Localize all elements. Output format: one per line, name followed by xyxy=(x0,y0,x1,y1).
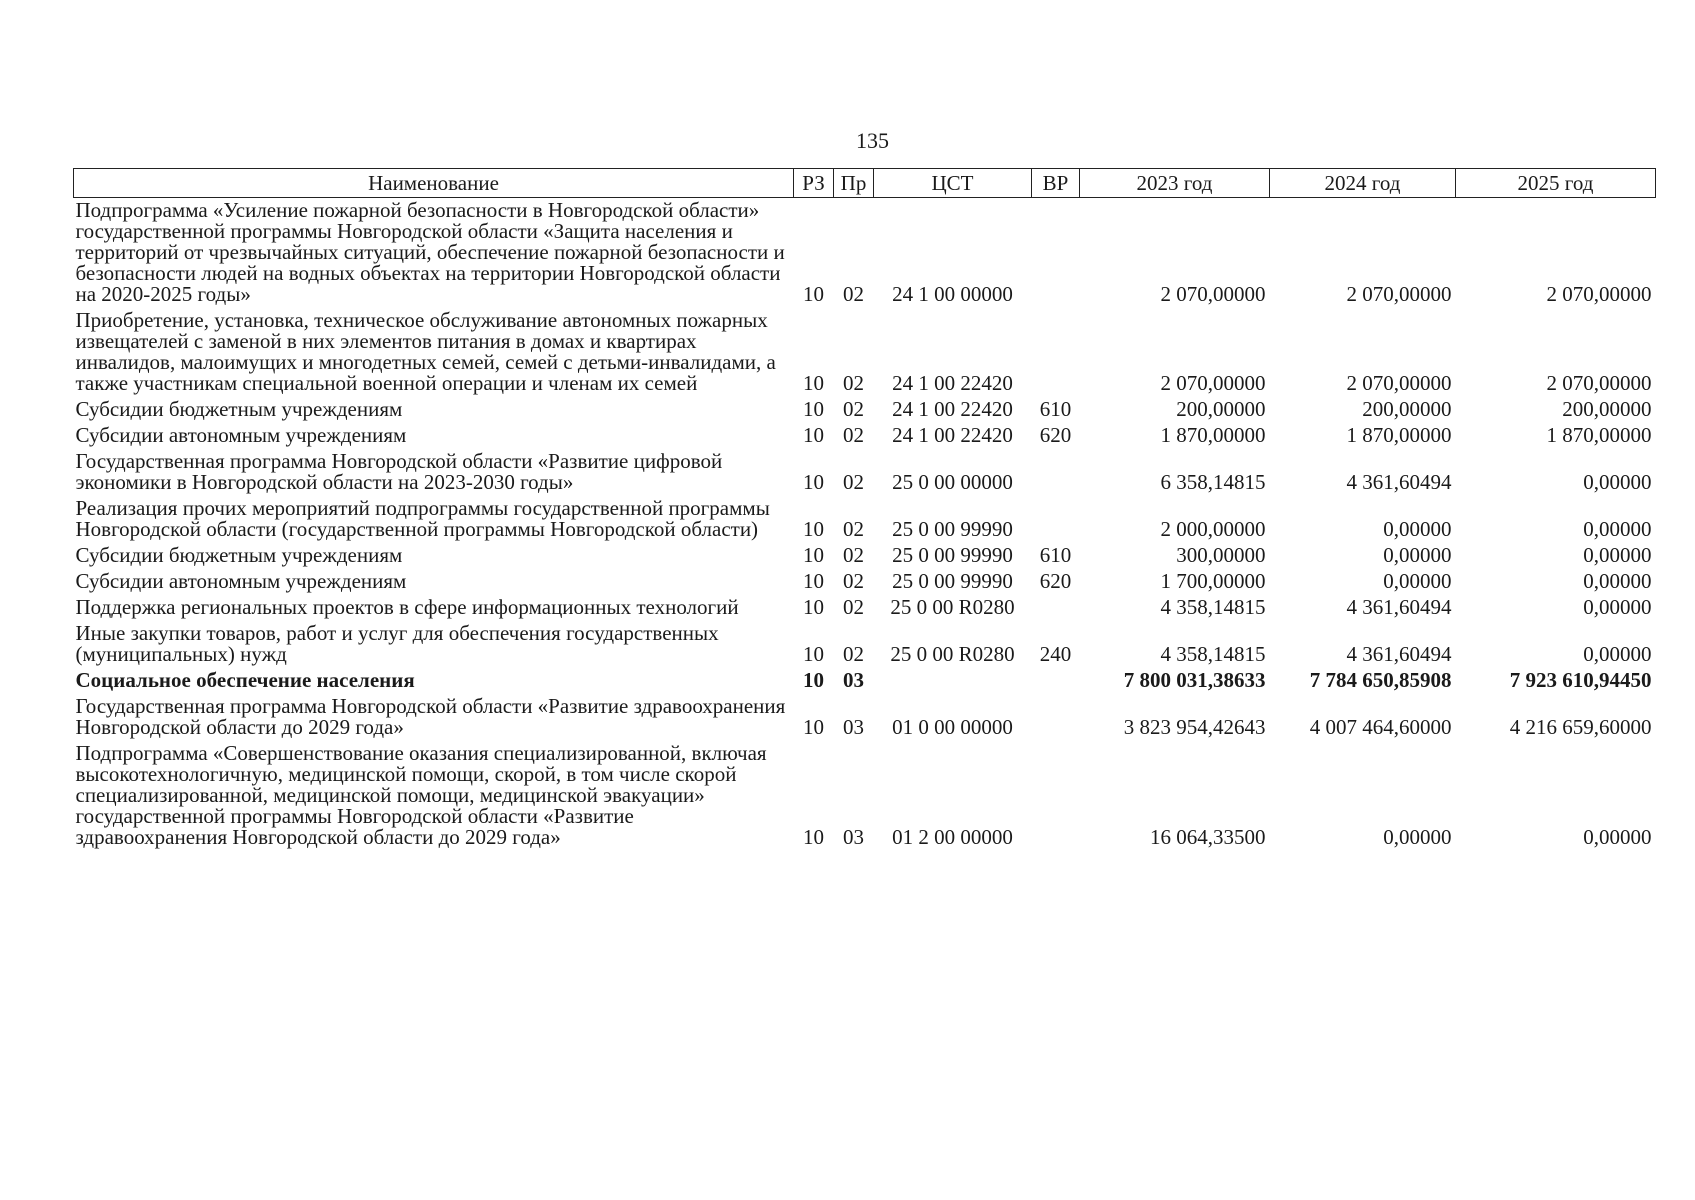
cell-cst: 25 0 00 99990 xyxy=(892,569,1013,593)
cell-2023: 2 000,00000 xyxy=(1160,517,1266,541)
cell-2024: 2 070,00000 xyxy=(1346,282,1452,306)
cell-pr: 02 xyxy=(843,517,864,541)
header-2025: 2025 год xyxy=(1456,169,1656,198)
table-row xyxy=(74,496,1656,543)
table-row xyxy=(74,595,1656,621)
cell-2023: 6 358,14815 xyxy=(1160,470,1266,494)
cell-2024: 0,00000 xyxy=(1383,543,1452,567)
cell-2024: 4 361,60494 xyxy=(1346,642,1452,666)
cell-2025: 0,00000 xyxy=(1583,642,1652,666)
cell-rz: 10 xyxy=(803,371,824,395)
cell-name: Государственная программа Новгородской области «Развитие цифровой экономики в Новгородской области на 2023-2030 годы» xyxy=(75,449,723,494)
cell-name: Подпрограмма «Усиление пожарной безопасности в Новгородской области» государственной программы Новгородской области «Защита населения и территорий от чрезвычайных ситуаций, обеспечение пожарной безопасности и безопасности людей на водных объектах на территории Новгородской области на 2020-2025 годы» xyxy=(75,198,785,306)
cell-name: Приобретение, установка, техническое обслуживание автономных пожарных извещателей с заменой в них элементов питания в домах и квартирах инвалидов, малоимущих и многодетных семей, семей с детьми-инвалидами, а также участникам специальной военной операции и членам их семей xyxy=(75,308,776,395)
cell-2023: 2 070,00000 xyxy=(1160,371,1266,395)
cell-2025: 200,00000 xyxy=(1562,397,1652,421)
cell-vr xyxy=(1032,741,1080,851)
cell-cst: 25 0 00 99990 xyxy=(892,543,1013,567)
cell-vr xyxy=(1032,595,1080,621)
cell-cst: 24 1 00 22420 xyxy=(892,423,1013,447)
cell-2023: 16 064,33500 xyxy=(1150,825,1266,849)
cell-name: Поддержка региональных проектов в сфере информационных технологий xyxy=(75,595,739,619)
table-row xyxy=(74,397,1656,423)
table-row xyxy=(74,668,1656,694)
cell-2023: 2 070,00000 xyxy=(1160,282,1266,306)
cell-cst xyxy=(874,668,1032,694)
cell-name: Субсидии бюджетным учреждениям xyxy=(75,543,403,567)
header-vr: ВР xyxy=(1032,169,1080,198)
cell-cst: 24 1 00 22420 xyxy=(892,371,1013,395)
cell-vr xyxy=(1032,496,1080,543)
cell-2024: 7 784 650,85908 xyxy=(1309,668,1452,692)
cell-2024: 200,00000 xyxy=(1362,397,1452,421)
cell-2025: 4 216 659,60000 xyxy=(1509,715,1652,739)
header-pr: Пр xyxy=(834,169,874,198)
cell-rz: 10 xyxy=(803,397,824,421)
table-row xyxy=(74,569,1656,595)
cell-name: Субсидии автономным учреждениям xyxy=(75,569,407,593)
cell-vr: 610 xyxy=(1039,397,1072,421)
cell-pr: 02 xyxy=(843,595,864,619)
cell-2025: 7 923 610,94450 xyxy=(1509,668,1652,692)
cell-2025: 0,00000 xyxy=(1583,569,1652,593)
cell-rz: 10 xyxy=(803,517,824,541)
cell-2024: 0,00000 xyxy=(1383,517,1452,541)
cell-2023: 7 800 031,38633 xyxy=(1123,668,1266,692)
cell-2024: 0,00000 xyxy=(1383,569,1452,593)
cell-name: Субсидии автономным учреждениям xyxy=(75,423,407,447)
cell-pr: 02 xyxy=(843,282,864,306)
cell-2023: 4 358,14815 xyxy=(1160,642,1266,666)
cell-cst: 24 1 00 00000 xyxy=(892,282,1013,306)
cell-2024: 2 070,00000 xyxy=(1346,371,1452,395)
page-number: 135 xyxy=(856,128,889,153)
cell-pr: 02 xyxy=(843,543,864,567)
cell-rz: 10 xyxy=(803,543,824,567)
table-body xyxy=(74,198,1656,852)
cell-rz: 10 xyxy=(803,642,824,666)
header-rz: РЗ xyxy=(794,169,834,198)
cell-vr xyxy=(1032,308,1080,397)
cell-name: Субсидии бюджетным учреждениям xyxy=(75,397,403,421)
cell-pr: 02 xyxy=(843,569,864,593)
cell-pr: 02 xyxy=(843,423,864,447)
cell-2023: 3 823 954,42643 xyxy=(1123,715,1266,739)
cell-2025: 0,00000 xyxy=(1583,470,1652,494)
cell-rz: 10 xyxy=(803,668,824,692)
cell-2025: 2 070,00000 xyxy=(1546,282,1652,306)
cell-rz: 10 xyxy=(803,715,824,739)
table-row xyxy=(74,423,1656,449)
table-row xyxy=(74,198,1656,309)
header-2024: 2024 год xyxy=(1270,169,1456,198)
cell-pr: 03 xyxy=(843,715,864,739)
cell-pr: 03 xyxy=(843,825,864,849)
cell-pr: 02 xyxy=(843,397,864,421)
cell-2024: 0,00000 xyxy=(1383,825,1452,849)
cell-2025: 0,00000 xyxy=(1583,543,1652,567)
cell-pr: 03 xyxy=(843,668,864,692)
cell-2023: 200,00000 xyxy=(1176,397,1266,421)
table-row xyxy=(74,694,1656,741)
table-row xyxy=(74,543,1656,569)
cell-cst: 25 0 00 99990 xyxy=(892,517,1013,541)
cell-rz: 10 xyxy=(803,423,824,447)
cell-2024: 4 361,60494 xyxy=(1346,595,1452,619)
cell-vr xyxy=(1032,694,1080,741)
cell-name: Социальное обеспечение населения xyxy=(75,668,415,692)
cell-name: Реализация прочих мероприятий подпрограммы государственной программы Новгородской области (государственной программы Новгородской области) xyxy=(75,496,770,541)
cell-vr xyxy=(1032,449,1080,496)
cell-vr xyxy=(1032,198,1080,309)
cell-cst: 25 0 00 R0280 xyxy=(890,595,1015,619)
budget-table xyxy=(73,168,1656,851)
cell-2023: 300,00000 xyxy=(1176,543,1266,567)
table-row xyxy=(74,449,1656,496)
cell-rz: 10 xyxy=(803,282,824,306)
cell-rz: 10 xyxy=(803,569,824,593)
cell-pr: 02 xyxy=(843,642,864,666)
table-row xyxy=(74,621,1656,668)
cell-2025: 0,00000 xyxy=(1583,825,1652,849)
cell-rz: 10 xyxy=(803,825,824,849)
cell-name: Подпрограмма «Совершенствование оказания специализированной, включая высокотехнологичную, медицинской помощи, скорой, в том числе скорой специализированной, медицинской помощи, медицинской эвакуации» государственной программы Новгородской области «Развитие здравоохранения Новгородской области до 2029 года» xyxy=(75,741,767,849)
cell-rz: 10 xyxy=(803,595,824,619)
cell-2024: 4 007 464,60000 xyxy=(1309,715,1452,739)
cell-vr: 240 xyxy=(1039,642,1072,666)
cell-2025: 1 870,00000 xyxy=(1546,423,1652,447)
table-row xyxy=(74,308,1656,397)
cell-vr xyxy=(1032,668,1080,694)
cell-cst: 25 0 00 R0280 xyxy=(890,642,1015,666)
table-row xyxy=(74,741,1656,851)
cell-2023: 1 870,00000 xyxy=(1160,423,1266,447)
cell-2023: 1 700,00000 xyxy=(1160,569,1266,593)
table-header-row xyxy=(74,169,1656,198)
cell-cst: 01 0 00 00000 xyxy=(892,715,1013,739)
cell-pr: 02 xyxy=(843,371,864,395)
cell-2024: 4 361,60494 xyxy=(1346,470,1452,494)
cell-2025: 0,00000 xyxy=(1583,517,1652,541)
cell-pr: 02 xyxy=(843,470,864,494)
cell-rz: 10 xyxy=(803,470,824,494)
cell-name: Иные закупки товаров, работ и услуг для обеспечения государственных (муниципальных) нужд xyxy=(75,621,719,666)
cell-cst: 25 0 00 00000 xyxy=(892,470,1013,494)
cell-vr: 620 xyxy=(1039,569,1072,593)
header-name: Наименование xyxy=(74,169,794,198)
cell-2024: 1 870,00000 xyxy=(1346,423,1452,447)
cell-2025: 2 070,00000 xyxy=(1546,371,1652,395)
cell-2025: 0,00000 xyxy=(1583,595,1652,619)
header-cst: ЦСТ xyxy=(874,169,1032,198)
header-2023: 2023 год xyxy=(1080,169,1270,198)
cell-cst: 01 2 00 00000 xyxy=(892,825,1013,849)
cell-2023: 4 358,14815 xyxy=(1160,595,1266,619)
cell-cst: 24 1 00 22420 xyxy=(892,397,1013,421)
cell-name: Государственная программа Новгородской области «Развитие здравоохранения Новгородской области до 2029 года» xyxy=(75,694,786,739)
cell-vr: 610 xyxy=(1039,543,1072,567)
cell-vr: 620 xyxy=(1039,423,1072,447)
